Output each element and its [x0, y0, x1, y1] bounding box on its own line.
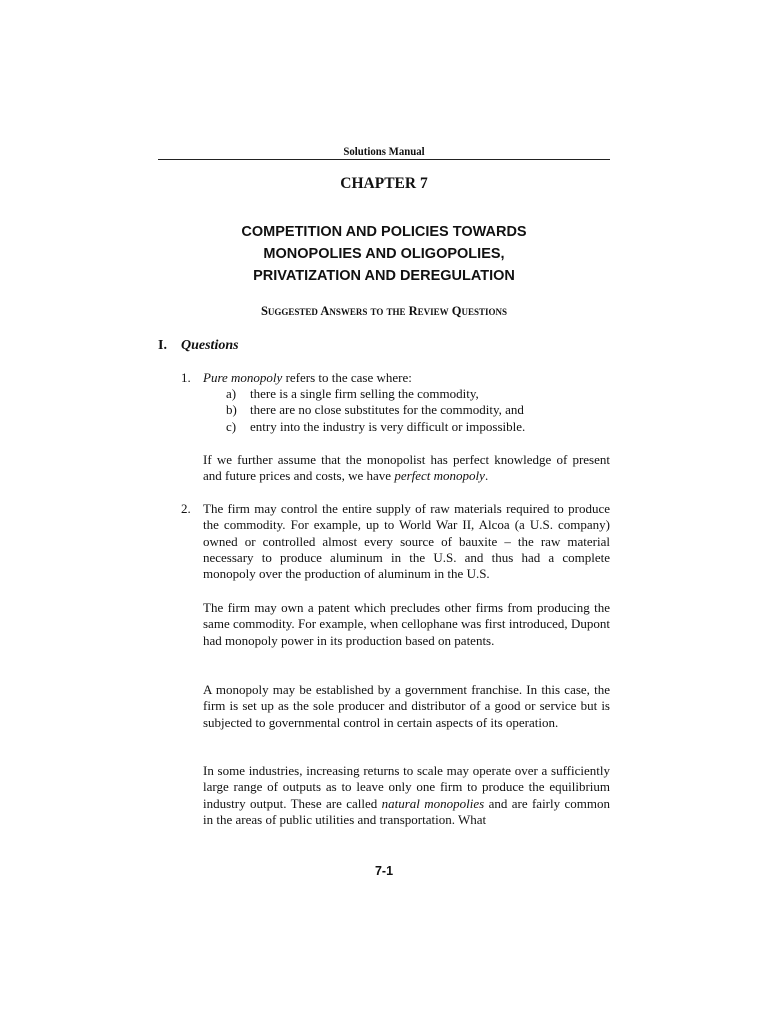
list-item: [226, 419, 525, 435]
question-2-paragraph-1: The firm may control the entire supply of raw materials required to produce the commodity. For example, up to World War II, Alcoa (a U.S. company) owned or controlled almost every source of bauxite – the raw material necessary to produce aluminum in the U.S. and thus had a complete monopoly over the production of aluminum in the U.S.: [203, 501, 610, 582]
term-pure-monopoly: Pure monopoly: [203, 370, 283, 385]
chapter-title-line: PRIVATIZATION AND DEREGULATION: [253, 268, 515, 284]
paragraph-text: If we further assume that the monopolist has perfect knowledge of present and future prices and costs, we have: [203, 452, 610, 484]
list-item: [226, 402, 525, 418]
paragraph-text: and are fairly common in the areas of public utilities and transportation. What: [203, 795, 610, 827]
section-number: I.: [158, 338, 167, 353]
list-item-label: c): [226, 418, 237, 434]
question-number: 1.: [181, 370, 191, 385]
paragraph-text: In some industries, increasing returns to scale may operate over a sufficiently large range of outputs as to leave only one firm to produce the equilibrium industry output. These are called: [203, 763, 610, 811]
paragraph-text: .: [484, 468, 489, 484]
list-item-text: entry into the industry is very difficult or impossible.: [250, 418, 526, 434]
list-item-label: a): [226, 386, 237, 401]
list-item-text: there are no close substitutes for the commodity, and: [250, 402, 524, 418]
question-number: 2.: [181, 501, 191, 516]
question-1-list: [226, 386, 525, 435]
question-2-paragraph-2: The firm may own a patent which precludes other firms from producing the same commodity. For example, when cellophane was first introduced, Dupont had monopoly power in its production based on patents.: [203, 600, 610, 648]
section-subtitle: Suggested Answers to the Review Questions: [260, 304, 508, 318]
question-1-intro-text: refers to the case where:: [282, 370, 412, 385]
header-rule: [158, 159, 610, 160]
term-perfect-monopoly: perfect monopoly: [394, 468, 485, 484]
term-natural-monopolies: natural monopolies: [381, 795, 485, 811]
question-1-paragraph: [203, 452, 610, 485]
running-header: Solutions Manual: [343, 144, 425, 158]
list-item-text: there is a single firm selling the commodity,: [250, 386, 479, 401]
question-2-paragraph-3: A monopoly may be established by a government franchise. In this case, the firm is set up as the sole producer and distributor of a good or service but is subjected to governmental control in certain aspects of its operation.: [203, 682, 610, 730]
section-title: Questions: [181, 338, 239, 353]
chapter-title-line: MONOPOLIES AND OLIGOPOLIES,: [263, 246, 505, 262]
list-item-label: b): [226, 402, 237, 418]
list-item: [226, 386, 525, 402]
chapter-label: CHAPTER 7: [340, 175, 428, 192]
question-2-paragraph-4: [203, 763, 610, 828]
section-heading: [158, 338, 239, 354]
page-number: 7-1: [374, 864, 394, 878]
chapter-title: [0, 221, 768, 287]
chapter-title-line: COMPETITION AND POLICIES TOWARDS: [241, 224, 527, 240]
question-1-intro: [203, 370, 610, 386]
